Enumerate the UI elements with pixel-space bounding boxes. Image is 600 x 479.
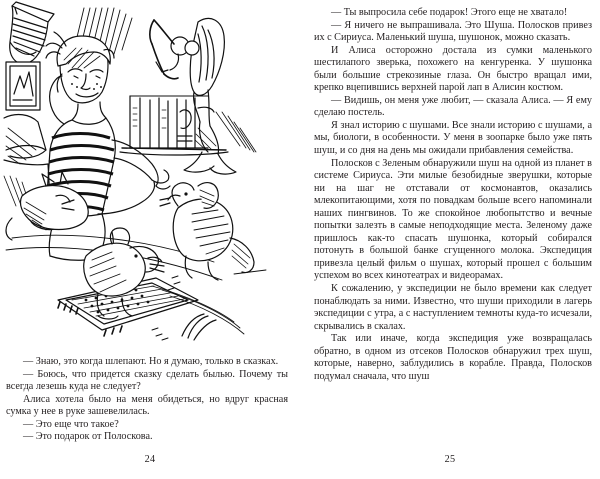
- paragraph: Алиса хотела было на меня обидеться, но вдруг красная сумка у нее в руке зашевелилась.: [6, 393, 288, 418]
- floor-hatching: [216, 112, 256, 152]
- illustration-svg: [2, 0, 290, 350]
- bookshelf-with-books: [130, 96, 208, 148]
- paragraph: Так или иначе, когда экспедиция уже возвращалась обратно, в одном из отсеков Полосков обнаружил трех шуш, которые, наверно, заблудились в корабле. Правда, Полосков подумал сначала, что шуш: [314, 333, 592, 382]
- paragraph: И Алиса осторожно достала из сумки маленького шестилапого зверька, похожего на кенгуренка. У шушонка были большие стрекозиные глаза. Он быстро вращал ими, крепко вцепившись верхней парой лап в Алисин костюм.: [314, 44, 592, 94]
- page-number-left: 24: [144, 454, 156, 465]
- page-number-right: 25: [444, 454, 456, 465]
- right-page-body-text: [314, 7, 592, 383]
- paragraph: — Ты выпросила себе подарок! Этого еще не хватало!: [331, 7, 568, 18]
- paragraph: — Боюсь, что придется сказку сделать былью. Почему ты всегда лезешь куда не следует?: [6, 368, 288, 393]
- wall-picture-frame: [6, 62, 40, 110]
- illustration-line-drawing: [2, 0, 290, 350]
- paragraph: Я знал историю с шушами. Все знали историю с шушами, а мы, биологи, в особенности. У меня в зоопарке было уже пять шуш, и со дня на день мы ожидали прибавления семейства.: [314, 119, 592, 157]
- grass-tuft: [182, 314, 216, 340]
- paragraph: — Я ничего не выпрашивала. Это Шуша. Полосков привез их с Сириуса. Маленький шуша, шушонок, можно сказать.: [314, 19, 592, 44]
- paragraph: — Это еще что такое?: [23, 418, 119, 430]
- left-page-body-text: [6, 356, 288, 444]
- paragraph: — Видишь, он меня уже любит, — сказала Алиса. — Я ему сделаю постель.: [314, 94, 592, 119]
- paragraph: — Это подарок от Полоскова.: [23, 431, 153, 443]
- paragraph: — Знаю, это когда шлепают. Но я думаю, только в сказках.: [23, 356, 279, 367]
- paragraph: К сожалению, у экспедиции не было времени как следует понаблюдать за ними. Известно, что шуши приходили в лагерь экспедиции с утра, а с наступлением темноты куда-то исчезали, скрывались в скалах.: [314, 283, 592, 332]
- paragraph: Полосков с Зеленым обнаружили шуш на одной из планет в системе Сириуса. Эти милые безобидные зверушки, которые ни на шаг не отставали от космонавтов, оказались млекопитающими, хотя по повадкам больше всего напоминали наших пингвинов. То же спокойное любопытство и вечные попытки залезть в самые неподходящие места. Зеленому даже пришлось как-то спасать шушонка, который собирался потонуть в большой банке сгущенного молока. Экспедиция привезла целый фильм о шушах, который прошел с большим успехом во всех кинотеатрах и видеорамах.: [314, 157, 592, 282]
- right-page: [300, 0, 600, 479]
